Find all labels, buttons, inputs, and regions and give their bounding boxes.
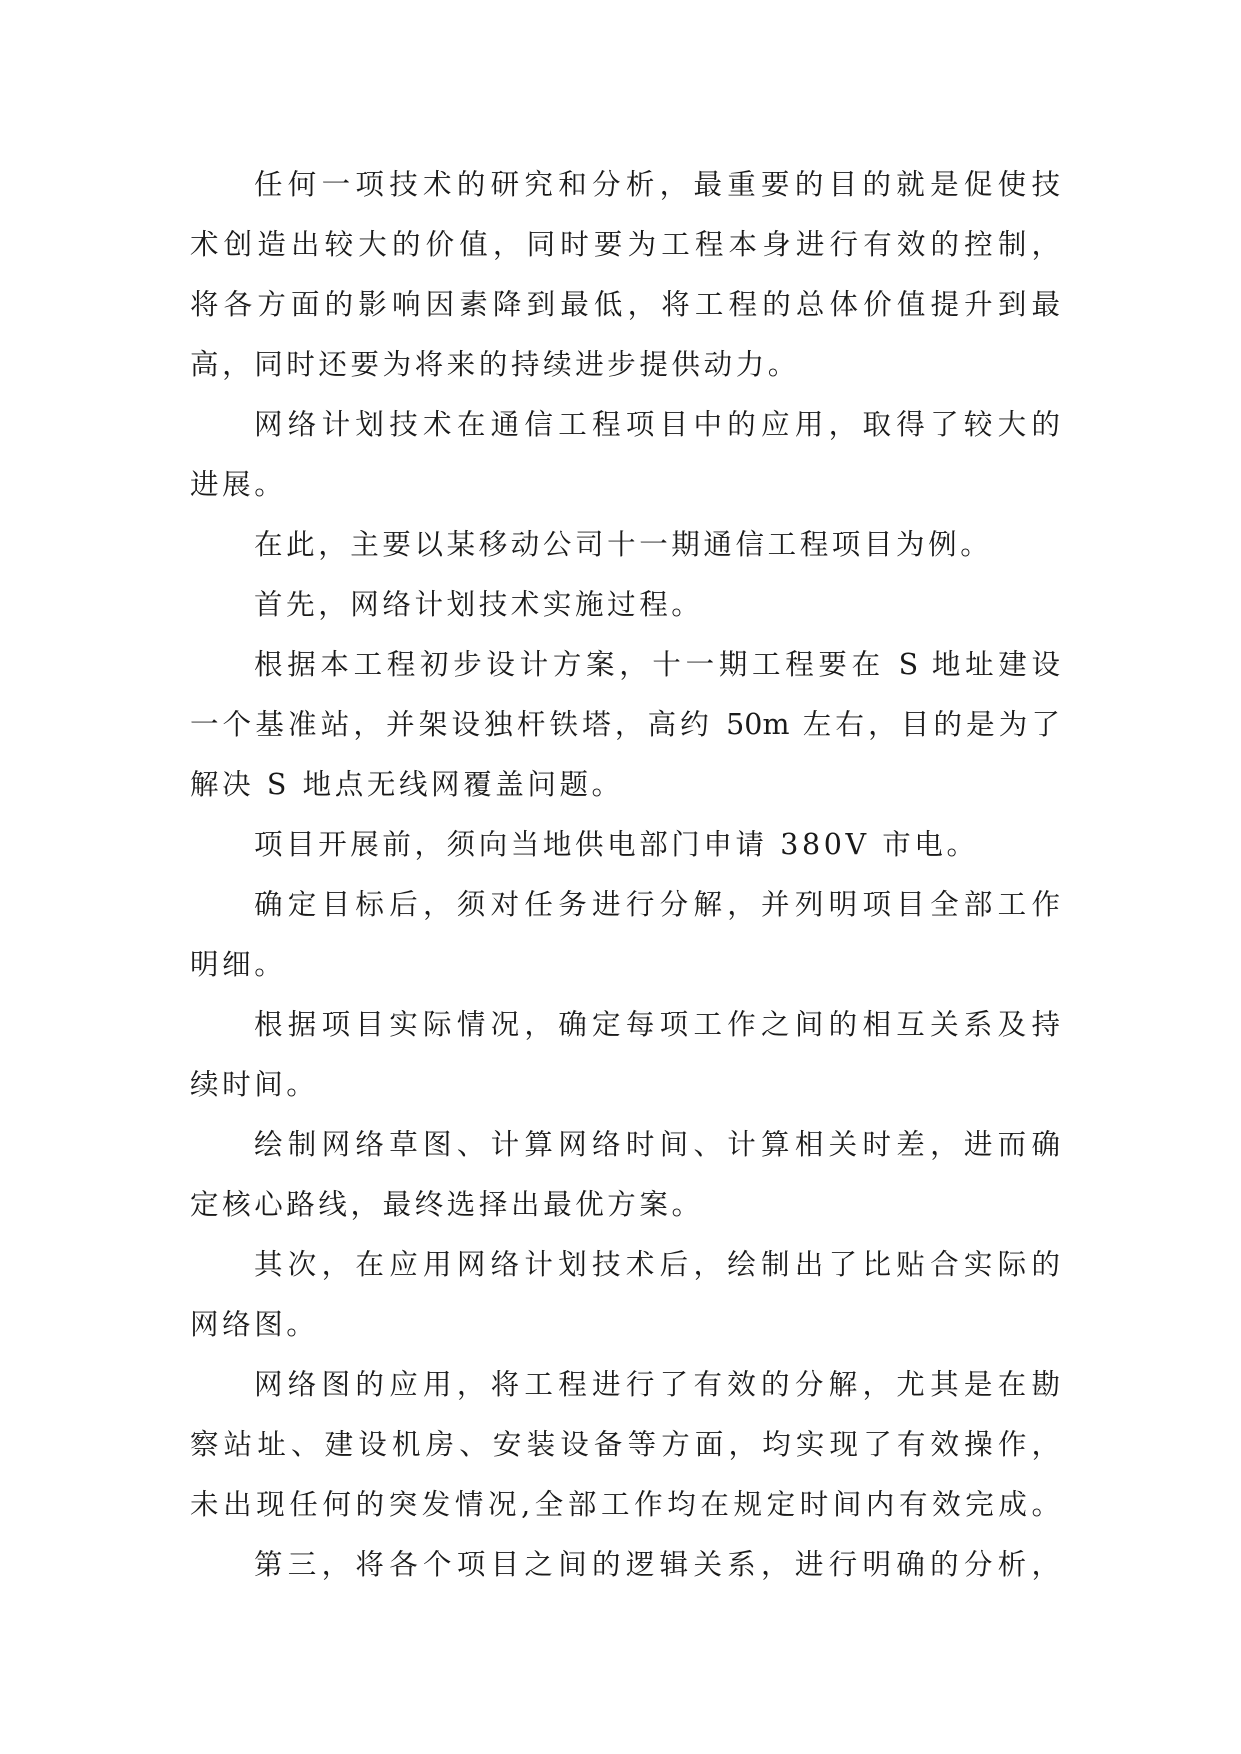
text-line [190, 1115, 1060, 1175]
text-line-content: 将各方面的影响因素降到最低，将工程的总体价值提升到最 [190, 288, 1060, 321]
text-line-content: 未出现任何的突发情况,全部工作均在规定时间内有效完成。 [190, 1488, 1060, 1521]
text-line: 网络图。 [190, 1308, 319, 1341]
text-line: 进展。 [190, 468, 287, 501]
text-line-content: 根据项目实际情况，确定每项工作之间的相互关系及持 [254, 1008, 1060, 1041]
text-line [190, 995, 1060, 1055]
text-line: 明细。 [190, 948, 287, 981]
text-line: 续时间。 [190, 1068, 319, 1101]
text-line [190, 875, 1060, 935]
text-line [190, 155, 1060, 215]
text-line: 解决 S 地点无线网覆盖问题。 [190, 768, 624, 801]
text-line [190, 215, 1060, 275]
text-line-content: 术创造出较大的价值，同时要为工程本身进行有效的控制， [190, 228, 1060, 261]
text-line: 在此，主要以某移动公司十一期通信工程项目为例。 [254, 528, 993, 561]
text-line [190, 695, 1060, 755]
text-line: 首先，网络计划技术实施过程。 [254, 588, 704, 621]
text-line [190, 275, 1060, 335]
text-line-content: 确定目标后，须对任务进行分解，并列明项目全部工作 [254, 888, 1060, 921]
text-line [190, 1475, 1060, 1535]
text-line [190, 1355, 1060, 1415]
text-line [190, 1535, 1060, 1595]
text-line: 定核心路线，最终选择出最优方案。 [190, 1188, 704, 1221]
text-line [190, 395, 1060, 455]
text-line: 项目开展前，须向当地供电部门申请 380V 市电。 [254, 828, 979, 861]
text-line-content: 其次，在应用网络计划技术后，绘制出了比贴合实际的 [254, 1248, 1060, 1281]
text-line-content: 察站址、建设机房、安装设备等方面，均实现了有效操作， [190, 1428, 1060, 1461]
text-line-content: 任何一项技术的研究和分析，最重要的目的就是促使技 [254, 168, 1060, 201]
text-line-content: 根据本工程初步设计方案，十一期工程要在 S 地址建设 [254, 648, 1060, 681]
text-line: 高，同时还要为将来的持续进步提供动力。 [190, 348, 800, 381]
text-line [190, 1415, 1060, 1475]
text-line-content: 一个基准站，并架设独杆铁塔，高约 50m 左右，目的是为了 [190, 708, 1060, 741]
document-body [190, 155, 1060, 1595]
text-line-content: 网络图的应用，将工程进行了有效的分解，尤其是在勘 [254, 1368, 1060, 1401]
text-line-content: 绘制网络草图、计算网络时间、计算相关时差，进而确 [254, 1128, 1060, 1161]
text-line-content: 第三，将各个项目之间的逻辑关系，进行明确的分析， [254, 1548, 1060, 1581]
text-line-content: 网络计划技术在通信工程项目中的应用，取得了较大的 [254, 408, 1060, 441]
text-line [190, 635, 1060, 695]
text-line [190, 1235, 1060, 1295]
